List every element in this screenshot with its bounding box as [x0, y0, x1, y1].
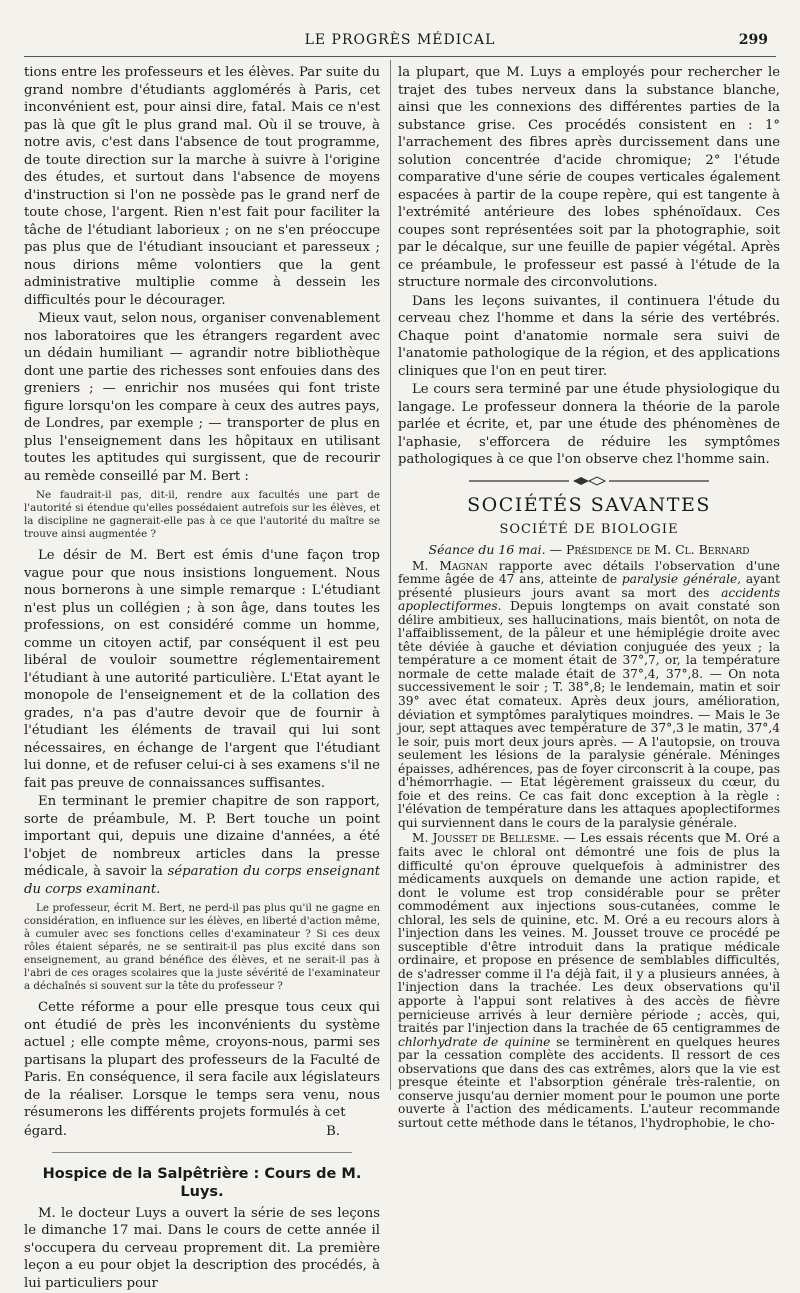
section-heading: SOCIÉTÉS SAVANTES — [467, 493, 711, 516]
page-header — [24, 30, 776, 57]
speaker-name: M. Magnan — [412, 558, 488, 573]
column-divider — [390, 60, 391, 1090]
page-number: 299 — [738, 32, 768, 48]
paragraph — [24, 793, 380, 898]
paragraph — [398, 560, 780, 831]
section-rule — [52, 1152, 352, 1153]
right-column — [398, 64, 780, 1130]
author-signature: B. — [326, 1123, 340, 1139]
paragraph: Mieux vaut, selon nous, organiser convenablement nos laboratoires que les étrangers regardent avec un dédain humiliant — agrandir notre bibliothèque dont une partie des richesses sont enfouies dans des greniers ; — enrichir nos musées qui font triste figure lorsqu'on les compare à ceux des autres pays, de Londres, par exemple ; — transporter de plus en plus l'enseignement dans les hôpitaux en utilisant toutes les aptitudes qui surgissent, que de recourir au remède conseillé par M. Bert : — [24, 311, 380, 484]
paragraph-end: égard. — [24, 1123, 68, 1139]
signature-row — [24, 1123, 380, 1140]
italic-phrase: séparation du corps enseignant du corps examinant. — [24, 864, 380, 897]
quotation: Ne faudrait-il pas, dit-il, rendre aux facultés une part de l'autorité si étendue qu'elles possédaient autrefois sur les élèves, et la discipline ne gagnerait-elle pas à ce que l'autorité du maître se trouve ainsi augmentée ? — [24, 489, 380, 540]
ornament-divider — [398, 475, 780, 489]
paragraph: M. le docteur Luys a ouvert la série de ses leçons le dimanche 17 mai. Dans le cours de cette année il s'occupera du cerveau proprement dit. La première leçon a eu pour objet la description des procédés, à lui particuliers pour — [24, 1205, 380, 1291]
paragraph-text: se terminèrent en quelques heures par la cessation complète des accidents. Il ressort de ces observations que dans des cas extrêmes, alors que la vie est presque éteinte et l'absorption générale très-ralentie, on conserve jusqu'au dernier moment pour le poumon une porte ouverte à l'action des médicaments. L'auteur recommande surtout cette méthode dans le tétanos, l'hydrophobie, le cho- — [398, 1034, 780, 1130]
paragraph: tions entre les professeurs et les élèves. Par suite du grand nombre d'étudiants agglomérés à Paris, cet inconvénient est, pour ainsi dire, fatal. Mais ce n'est pas là que gît le plus grand mal. Où il se trouve, à notre avis, c'est dans l'absence de tout programme, de toute direction sur la marche à suivre à l'origine des études, et surtout dans l'absence de moyens d'instruction si l'on ne possède pas le grand nerf de toute chose, l'argent. Rien n'est fait pour faciliter la tâche de l'étudiant laborieux ; on ne s'en préoccupe pas plus que de l'étudiant insouciant et paresseux ; nous dirions même volontiers que la gent administrative multiplie comme à dessein les difficultés pour le décourager. — [24, 65, 380, 308]
presidence: — Présidence de M. Cl. Bernard — [545, 541, 750, 557]
section-subheading: SOCIÉTÉ DE BIOLOGIE — [499, 521, 679, 537]
section-title: Hospice de la Salpêtrière : Cours de M. Luys. — [42, 1165, 362, 1200]
paragraph: Le cours sera terminé par une étude physiologique du langage. Le professeur donnera la théorie de la parole parlée et écrite, et, par une étude des phénomènes de l'aphasie, s'efforcera de réduire les symptômes pathologiques à ce que l'on observe chez l'homme sain. — [398, 382, 780, 467]
running-title: LE PROGRÈS MÉDICAL — [304, 32, 496, 48]
paragraph-text: ayant présenté plusieurs jours avant sa mort des — [398, 572, 780, 600]
paragraph-text: En terminant le premier chapitre de son rapport, sorte de préambule, M. P. Bert touche un point important qui, depuis une dizaine d'années, a été l'objet de nombreux articles dans la presse médicale, à savoir la — [24, 794, 380, 879]
seance-date: Séance du 16 mai. — [428, 541, 546, 557]
paragraph: Le désir de M. Bert est émis d'une façon trop vague pour que nous insistions longuement. Nous nous bornerons à une simple remarque : L'étudiant n'est plus un collégien ; à son âge, dans toutes les professions, on est considéré comme un homme, comme un citoyen actif, par conséquent il est peu libéral de vouloir soumettre réglementairement l'étudiant à une autorité particulière. L'Etat ayant le monopole de l'enseignement et de la collation des grades, n'a pas d'autre devoir que de fournir à l'étudiant les éléments de travail qui lui sont nécessaires, en échange de l'argent que l'étudiant lui donne, et de refuser celui-ci à ses examens s'il ne fait pas preuve de connaissances suffisantes. — [24, 548, 380, 791]
italic-phrase: chlorhydrate de quinine — [398, 1034, 551, 1049]
speaker-name: M. Jousset de Bellesme. — [412, 831, 560, 846]
paragraph — [398, 832, 780, 1130]
paragraph: Dans les leçons suivantes, il continuera l'étude du cerveau chez l'homme et dans la série des vertébrés. Chaque point d'anatomie normale sera suivi de l'anatomie pathologique de la région, et des applications cliniques que l'on en peut tirer. — [398, 293, 780, 379]
paragraph-text: rapporte avec détails l'observation d'une femme âgée de 47 ans, atteinte de — [398, 558, 780, 587]
left-column — [24, 64, 380, 1293]
paragraph-text: — Les essais récents que M. Oré a faits avec le chloral ont démontré une fois de plus la difficulté qu'on éprouve quelquefois à administrer des médicaments auxquels on demande une action rapide, et dont le volume est trop considérable pour se prêter commodément aux injections sous-cutanées, comme le chloral, les sels de quinine, etc. M. Oré a eu recours alors à l'injection dans les veines. M. Jousset trouve ce procédé pe susceptible d'être introduit dans la pratique médicale ordinaire, et propose en présence de semblables difficultés, de s'adresser comme il l'a déjà fait, il y a plusieurs années, à l'injection dans la trachée. Les deux observations qu'il apporte à l'appui sont relatives à des accès de fièvre pernicieuse arrivés à leur dernière période ; accès, qui, traités par l'injection dans la trachée de 65 centigrammes de — [398, 831, 780, 1036]
paragraph: Cette réforme a pour elle presque tous ceux qui ont étudié de près les inconvénients du système actuel ; elle compte même, croyons-nous, parmi ses partisans la plupart des professeurs de la Faculté de Paris. En conséquence, il sera facile aux législateurs de la réaliser. Lorsque le temps sera venu, nous résumerons les différents projets formulés à cet — [24, 1000, 380, 1120]
paragraph-text: Depuis longtemps on avait constaté son délire ambitieux, ses hallucinations, mais bientôt, on nota de l'affaiblissement, de la pâleur et une hémiplégie droite avec tête déviée à gauche et déviation conjuguée des yeux ; la température a ce moment était de 37°,7, or, la température normale de cette malade était de 37°,4, 37°,8. — On nota successivement le soir ; T. 38°,8; le lendemain, matin et soir 39° avec état comateux. Après deux jours, amélioration, déviation et symptômes paralytiques moindres. — Mais le 3e jour, sept attaques avec température de 37°,3 le matin, 37°,4 le soir, puis mort deux jours après. — A l'autopsie, on trouva seulement les lésions de la paralysie générale. Méninges épaisses, adhérences, pas de foyer circonscrit à la coupe, pas d'hémorrhagie. — Etat légèrement graisseux du cœur, du foie et des reins. Ce cas fait donc exception à la règle : l'élévation de température dans les attaques apoplectiformes qui surviennent dans le cours de la paralysie générale. — [398, 599, 780, 830]
seance-line — [398, 542, 780, 558]
ornament-icon — [469, 476, 709, 486]
italic-phrase: paralysie générale, — [621, 572, 742, 587]
italic-phrase: accidents apoplectiformes. — [398, 585, 780, 614]
quotation: Le professeur, écrit M. Bert, ne perd-il pas plus qu'il ne gagne en considération, en influence sur les élèves, en liberté d'action même, à cumuler avec ses fonctions celles d'examinateur ? Si ces deux rôles étaient séparés, ne se sentirait-il pas plus excité dans son enseignement, au grand bénéfice des élèves, et ne serait-il pas à l'abri de ces orages scolaires que la juste sévérité de l'examinateur a déchaînés si souvent sur la tête du professeur ? — [24, 902, 380, 992]
paragraph: la plupart, que M. Luys a employés pour rechercher le trajet des tubes nerveux dans la substance blanche, ainsi que les connexions des différentes parties de la substance grise. Ces procédés consistent en : 1° l'arrachement des fibres après durcissement dans une solution concentrée d'acide chromique; 2° l'étude comparative d'une série de coupes verticales également espacées à partir de la coupe repère, qui est tangente à l'extrémité antérieure des lobes sphénoïdaux. Ces coupes sont représentées soit par la photographie, soit par le décalque, sur une feuille de papier végétal. Après ce préambule, le professeur est passé à l'étude de la structure normale des circonvolutions. — [398, 65, 780, 290]
